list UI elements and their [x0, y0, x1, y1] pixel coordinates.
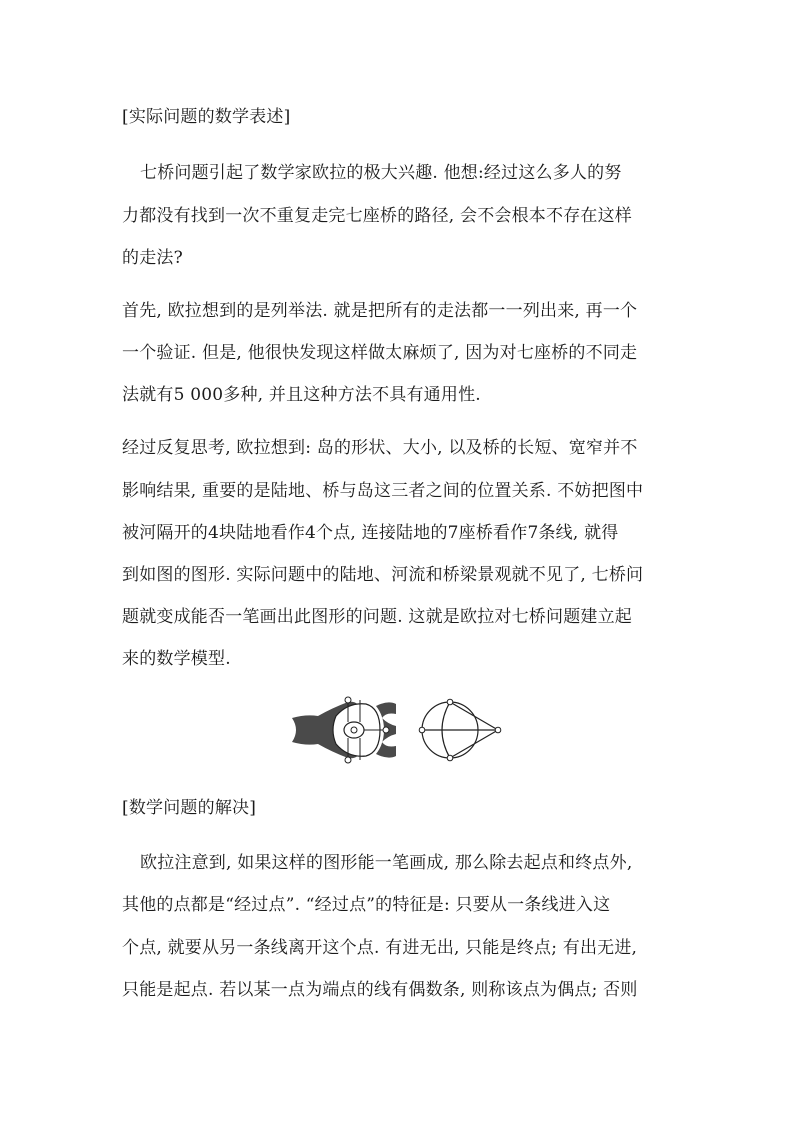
paragraph-line: 被河隔开的4块陆地看作4个点, 连接陆地的7座桥看作7条线, 就得: [122, 523, 619, 543]
paragraph-line: 力都没有找到一次不重复走完七座桥的路径, 会不会根本不存在这样: [122, 206, 633, 226]
land-node: [345, 757, 351, 763]
graph-node: [495, 727, 501, 733]
konigsberg-map-figure: [292, 697, 396, 763]
paragraph-line: 影响结果, 重要的是陆地、桥与岛这三者之间的位置关系. 不妨把图中: [122, 481, 644, 501]
section-heading-solution: [数学问题的解决]: [122, 798, 257, 818]
graph-node: [419, 727, 425, 733]
paragraph-line: 题就变成能否一笔画出此图形的问题. 这就是欧拉对七桥问题建立起: [122, 607, 633, 627]
paragraph-line: 一个验证. 但是, 他很快发现这样做太麻烦了, 因为对七座桥的不同走: [122, 343, 638, 363]
graph-node: [447, 699, 453, 705]
land-node: [345, 697, 351, 703]
paragraph-line: 的走法?: [122, 248, 183, 268]
paragraph-line: 七桥问题引起了数学家欧拉的极大兴趣. 他想:经过这么多人的努: [140, 163, 622, 183]
paragraph-line: 个点, 就要从另一条线离开这个点. 有进无出, 只能是终点; 有出无进,: [122, 938, 638, 958]
paragraph-line: 来的数学模型.: [122, 649, 231, 669]
paragraph-line: 经过反复思考, 欧拉想到: 岛的形状、大小, 以及桥的长短、宽窄并不: [122, 438, 638, 458]
land-node: [383, 727, 389, 733]
paragraph-line: 首先, 欧拉想到的是列举法. 就是把所有的走法都一一列出来, 再一个: [122, 301, 638, 321]
paragraph-line: 只能是起点. 若以某一点为端点的线有偶数条, 则称该点为偶点; 否则: [122, 980, 638, 1000]
paragraph-line: 到如图的图形. 实际问题中的陆地、河流和桥梁景观就不见了, 七桥问: [122, 565, 644, 585]
figure-row: [288, 690, 508, 770]
graph-node: [447, 755, 453, 761]
figure-svg: [288, 690, 508, 770]
section-heading-model: [实际问题的数学表述]: [122, 107, 291, 127]
paragraph-line: 欧拉注意到, 如果这样的图形能一笔画成, 那么除去起点和终点外,: [140, 853, 633, 873]
euler-graph-figure: [419, 699, 501, 761]
paragraph-line: 法就有5 000多种, 并且这种方法不具有通用性.: [122, 385, 481, 405]
land-node: [351, 727, 357, 733]
paragraph-line: 其他的点都是“经过点”. “经过点”的特征是: 只要从一条线进入这: [122, 895, 611, 915]
